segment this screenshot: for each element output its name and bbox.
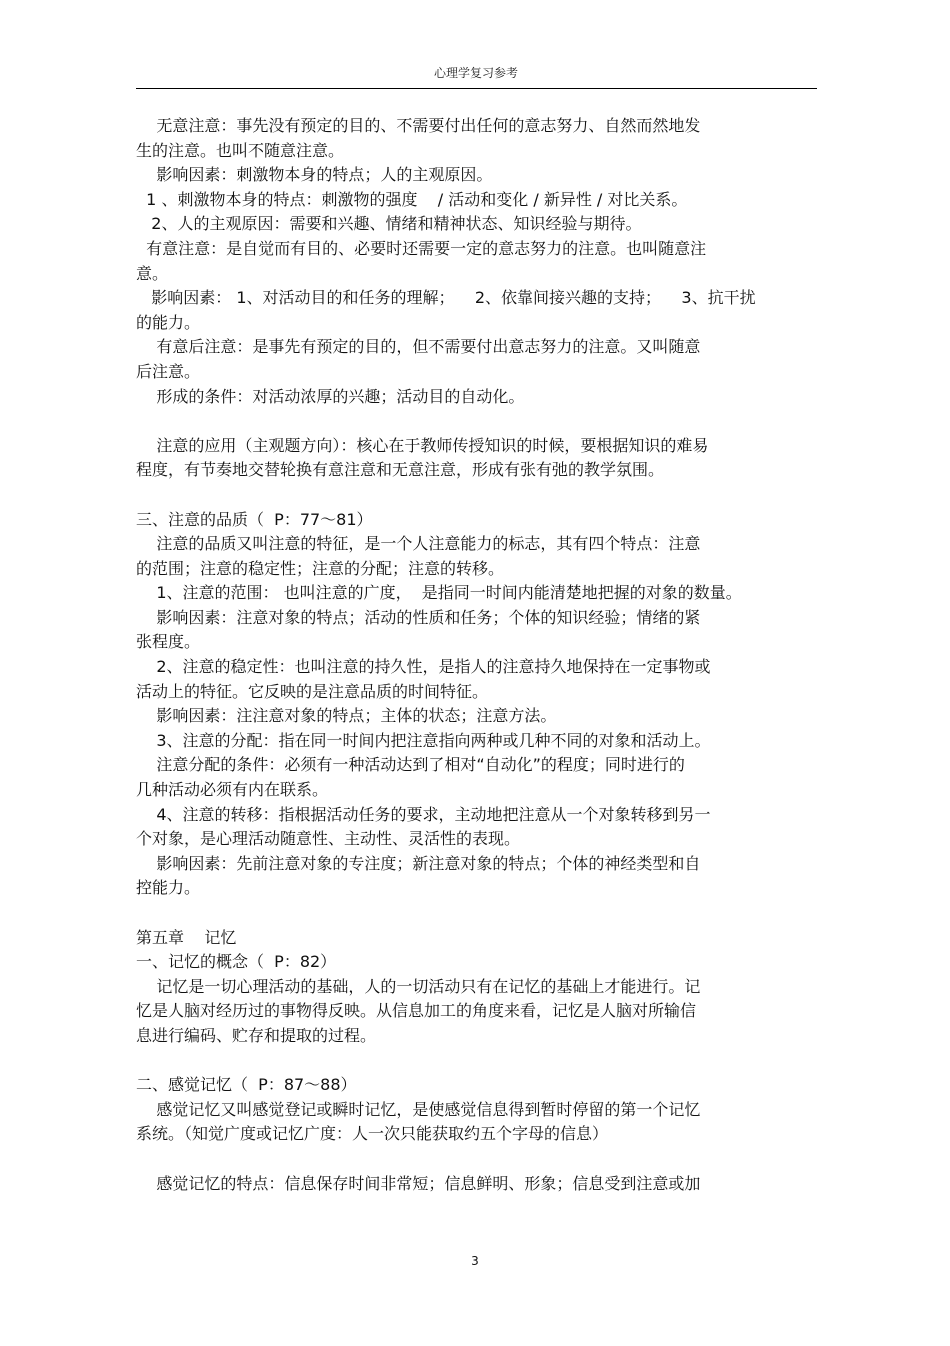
text-line: 影响因素： 1、对活动目的和任务的理解； 2、依靠间接兴趣的支持； 3、抗干扰 (136, 288, 756, 308)
text-line: 张程度。 (136, 632, 201, 652)
text-line: 程度，有节奏地交替轮换有意注意和无意注意，形成有张有弛的教学氛围。 (136, 460, 665, 480)
blank-line (136, 483, 826, 508)
text-line: 有意注意：是自觉而有目的、必要时还需要一定的意志努力的注意。也叫随意注 (136, 238, 707, 258)
text-line: 感觉记忆又叫感觉登记或瞬时记忆，是使感觉信息得到暂时停留的第一个记忆 (136, 1099, 701, 1119)
blank-line (136, 1049, 826, 1074)
text-line: 3、注意的分配：指在同一时间内把注意指向两种或几种不同的对象和活动上。 (136, 730, 711, 750)
blank-line (136, 901, 826, 926)
text-line: 意。 (136, 263, 169, 283)
running-header: 心理学复习参考 (433, 66, 518, 80)
text-line: 个对象，是心理活动随意性、主动性、灵活性的表现。 (136, 829, 521, 849)
text-line: 1、注意的范围： 也叫注意的广度， 是指同一时间内能清楚地把握的对象的数量。 (136, 583, 742, 603)
text-line: 的范围；注意的稳定性；注意的分配；注意的转移。 (136, 558, 505, 578)
text-line: 4、注意的转移：指根据活动任务的要求，主动地把注意从一个对象转移到另一 (136, 804, 711, 824)
text-line: 第五章 记忆 (136, 927, 237, 947)
text-line: 影响因素：先前注意对象的专注度；新注意对象的特点；个体的神经类型和自 (136, 853, 701, 873)
text-line: 影响因素：注意对象的特点；活动的性质和任务；个体的知识经验；情绪的紧 (136, 607, 701, 627)
text-line: 2、人的主观原因：需要和兴趣、情绪和精神状态、知识经验与期待。 (136, 214, 642, 234)
text-line: 影响因素：刺激物本身的特点；人的主观原因。 (136, 165, 493, 185)
text-line: 控能力。 (136, 878, 201, 898)
text-line: 注意分配的条件：必须有一种活动达到了相对“自动化”的程度；同时进行的 (136, 755, 685, 775)
document-body (136, 114, 826, 1196)
page-number: 3 (471, 1254, 479, 1268)
text-line: 忆是人脑对经历过的事物得反映。从信息加工的角度来看，记忆是人脑对所输信 (136, 1001, 697, 1021)
text-line: 几种活动必须有内在联系。 (136, 780, 329, 800)
header-divider (136, 88, 817, 89)
text-line: 生的注意。也叫不随意注意。 (136, 140, 345, 160)
text-line: 注意的品质又叫注意的特征，是一个人注意能力的标志，其有四个特点：注意 (136, 534, 701, 554)
text-line: 后注意。 (136, 361, 201, 381)
text-line: 2、注意的稳定性：也叫注意的持久性，是指人的注意持久地保持在一定事物或 (136, 657, 711, 677)
text-line: 感觉记忆的特点：信息保存时间非常短；信息鲜明、形象；信息受到注意或加 (136, 1173, 701, 1193)
text-line: 三、注意的品质（ P：77～81） (136, 509, 373, 529)
text-line: 有意后注意：是事先有预定的目的，但不需要付出意志努力的注意。又叫随意 (136, 337, 701, 357)
text-line: 活动上的特征。它反映的是注意品质的时间特征。 (136, 681, 489, 701)
text-line: 一、记忆的概念（ P：82） (136, 952, 337, 972)
text-line: 影响因素：注注意对象的特点；主体的状态；注意方法。 (136, 706, 557, 726)
text-line: 1 、刺激物本身的特点：刺激物的强度 / 活动和变化 / 新异性 / 对比关系。 (136, 189, 688, 209)
text-line: 记忆是一切心理活动的基础，人的一切活动只有在记忆的基础上才能进行。记 (136, 976, 701, 996)
text-line: 系统。（知觉广度或记忆广度：人一次只能获取约五个字母的信息） (136, 1124, 609, 1144)
blank-line (136, 409, 826, 434)
text-line: 息进行编码、贮存和提取的过程。 (136, 1025, 377, 1045)
text-line: 形成的条件：对活动浓厚的兴趣；活动目的自动化。 (136, 386, 525, 406)
text-line: 注意的应用（主观题方向）：核心在于教师传授知识的时候，要根据知识的难易 (136, 435, 709, 455)
text-line: 二、感觉记忆（ P：87～88） (136, 1075, 357, 1095)
text-line: 的能力。 (136, 312, 201, 332)
blank-line (136, 1147, 826, 1172)
text-line: 无意注意：事先没有预定的目的、不需要付出任何的意志努力、自然而然地发 (136, 116, 701, 135)
